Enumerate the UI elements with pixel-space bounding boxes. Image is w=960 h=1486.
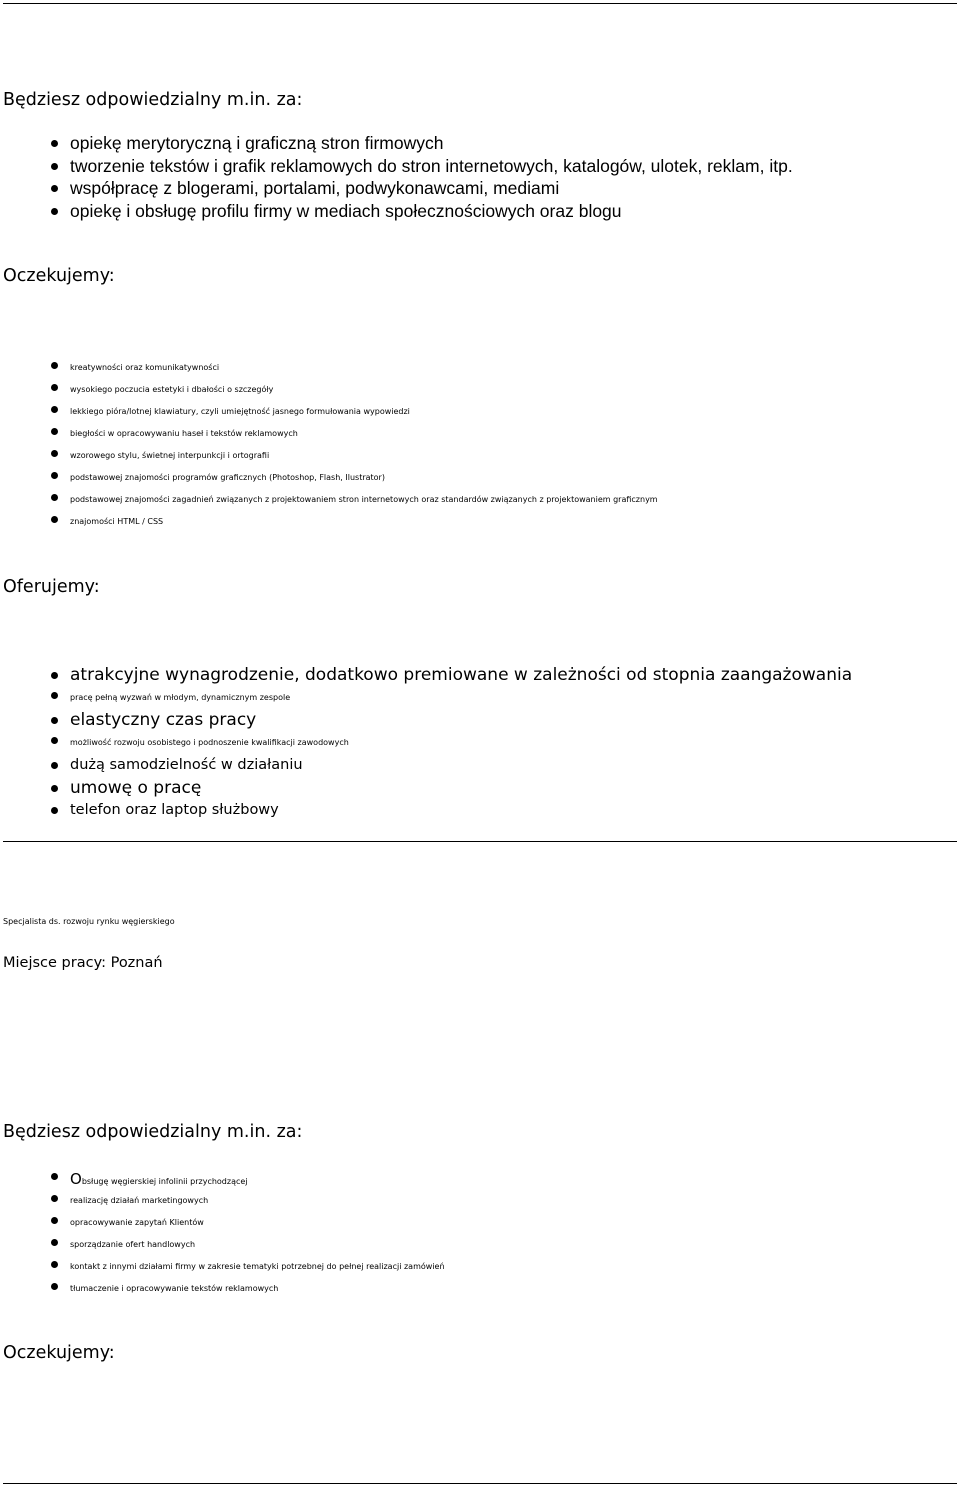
list-item: tworzenie tekstów i grafik reklamowych do stron internetowych, katalogów, ulotek, reklam, itp. <box>0 155 793 178</box>
requirements-heading: Oczekujemy: <box>3 266 115 286</box>
list-item-rest: bsługę węgierskiej infolinii przychodzącej <box>81 1177 248 1186</box>
list-item: dużą samodzielność w działaniu <box>0 754 852 777</box>
offer-heading: Oferujemy: <box>3 577 100 597</box>
list-item: podstawowej znajomości zagadnień związanych z projektowaniem stron internetowych oraz standardów związanych z projektowaniem graficznym <box>0 489 658 511</box>
list-item: opiekę i obsługę profilu firmy w mediach społecznościowych oraz blogu <box>0 200 793 223</box>
list-item: pracę pełną wyzwań w młodym, dynamicznym zespole <box>0 687 852 710</box>
list-item: wysokiego poczucia estetyki i dbałości o szczegóły <box>0 379 658 401</box>
top-divider <box>3 3 957 4</box>
list-item: telefon oraz laptop służbowy <box>0 799 852 822</box>
responsibilities-list-2 <box>0 1168 445 1300</box>
list-item: lekkiego pióra/lotnej klawiatury, czyli umiejętność jasnego formułowania wypowiedzi <box>0 401 658 423</box>
bottom-divider <box>3 1483 957 1484</box>
list-item: kontakt z innymi działami firmy w zakresie tematyki potrzebnej do pełnej realizacji zamówień <box>0 1256 445 1278</box>
list-item: współpracę z blogerami, portalami, podwykonawcami, mediami <box>0 177 793 200</box>
section-divider <box>3 841 957 842</box>
responsibilities-heading: Będziesz odpowiedzialny m.in. za: <box>3 90 303 110</box>
list-item: wzorowego stylu, świetnej interpunkcji i ortografii <box>0 445 658 467</box>
list-item: możliwość rozwoju osobistego i podnoszenie kwalifikacji zawodowych <box>0 732 852 755</box>
list-item <box>0 1168 445 1190</box>
list-item: umowę o pracę <box>0 777 852 800</box>
list-item: kreatywności oraz komunikatywności <box>0 357 658 379</box>
list-item: tłumaczenie i opracowywanie tekstów reklamowych <box>0 1278 445 1300</box>
job-title: Specjalista ds. rozwoju rynku węgierskiego <box>3 917 175 926</box>
responsibilities-heading-2: Będziesz odpowiedzialny m.in. za: <box>3 1122 303 1142</box>
list-item: elastyczny czas pracy <box>0 709 852 732</box>
list-item: atrakcyjne wynagrodzenie, dodatkowo premiowane w zależności od stopnia zaangażowania <box>0 664 852 687</box>
first-letter: O <box>70 1170 82 1188</box>
requirements-heading-2: Oczekujemy: <box>3 1343 115 1363</box>
responsibilities-list <box>0 132 793 222</box>
list-item: biegłości w opracowywaniu haseł i tekstów reklamowych <box>0 423 658 445</box>
list-item: opracowywanie zapytań Klientów <box>0 1212 445 1234</box>
requirements-list <box>0 357 658 533</box>
list-item: znajomości HTML / CSS <box>0 511 658 533</box>
list-item: sporządzanie ofert handlowych <box>0 1234 445 1256</box>
offer-list <box>0 664 852 822</box>
job-location: Miejsce pracy: Poznań <box>3 955 163 971</box>
list-item: opiekę merytoryczną i graficzną stron firmowych <box>0 132 793 155</box>
list-item: realizację działań marketingowych <box>0 1190 445 1212</box>
list-item: podstawowej znajomości programów graficznych (Photoshop, Flash, Ilustrator) <box>0 467 658 489</box>
